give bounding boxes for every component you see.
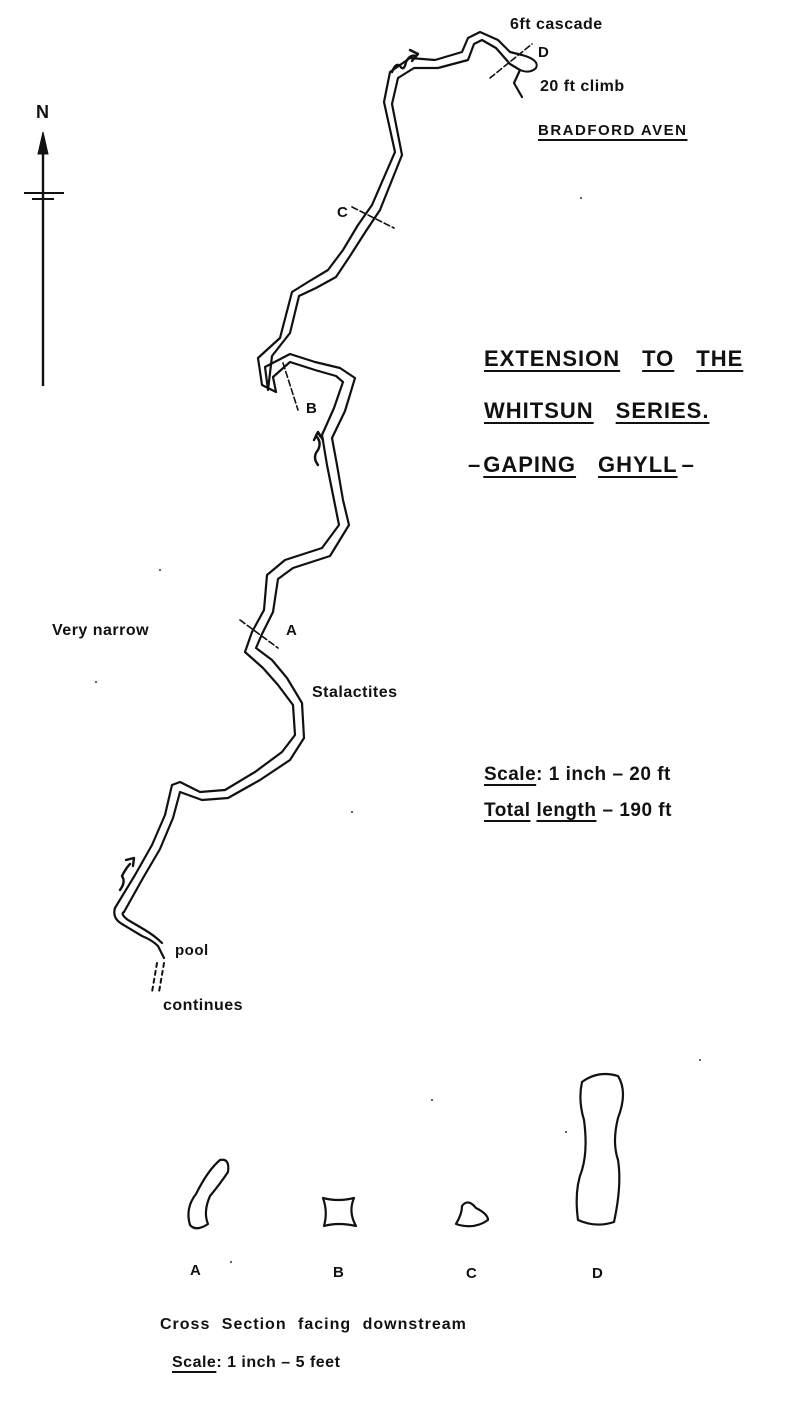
continues-dashes [152,963,164,992]
total-length [484,800,678,822]
climb-loop [520,55,537,72]
section-b-marker: B [306,400,318,417]
cross-section-caption: Cross Section facing downstream [160,1316,467,1333]
title-line-1 [484,346,743,372]
section-a-marker: A [286,622,298,639]
cross-section-b-shape [323,1198,356,1226]
passage-end-pool [114,908,164,958]
total-word: Total [484,800,531,821]
cs-scale-value: : 1 inch – 5 feet [216,1354,341,1371]
scale-label: Scale [484,764,537,785]
title-line-3 [468,452,695,478]
cross-section-label-a: A [190,1262,202,1279]
stalactites-label: Stalactites [312,684,398,701]
very-narrow-label: Very narrow [52,622,150,639]
total-word: length [536,800,597,821]
section-line-b [283,363,298,410]
cross-section-label-d: D [592,1265,604,1282]
continues-label: continues [163,997,244,1014]
cross-section-label-c: C [466,1265,478,1282]
cross-section-label-b: B [333,1264,345,1281]
cross-section-c-shape [456,1202,488,1226]
cross-section-a-shape [188,1160,228,1229]
passage-wall-west [115,32,522,908]
cross-section-scale [172,1354,340,1372]
title-word: GAPING [483,452,577,477]
title-word: EXTENSION [484,346,621,371]
cascade-label: 6ft cascade [510,16,603,33]
cross-section-d-shape [577,1074,623,1225]
section-line-a [240,620,278,648]
title-word: WHITSUN [484,398,594,423]
title-word: SERIES. [615,398,710,423]
title-word: GHYLL [598,452,678,477]
title-word: THE [696,346,744,371]
section-c-marker: C [337,204,349,221]
title-line-2 [484,398,709,424]
climb-label: 20 ft climb [540,78,625,95]
passage-wall-east [124,40,522,912]
title-dash: – [681,452,695,477]
section-d-marker: D [538,44,550,61]
title-word: TO [642,346,675,371]
title-dash: – [468,452,482,477]
survey-scale [484,764,677,786]
scale-value: : 1 inch – 20 ft [536,764,671,785]
total-value: – 190 ft [602,800,672,821]
cs-scale-label: Scale [172,1354,217,1371]
north-arrow-icon [24,132,64,386]
pool-label: pool [175,942,209,959]
aven-label: BRADFORD AVEN [538,122,688,139]
north-label: N [36,102,50,122]
